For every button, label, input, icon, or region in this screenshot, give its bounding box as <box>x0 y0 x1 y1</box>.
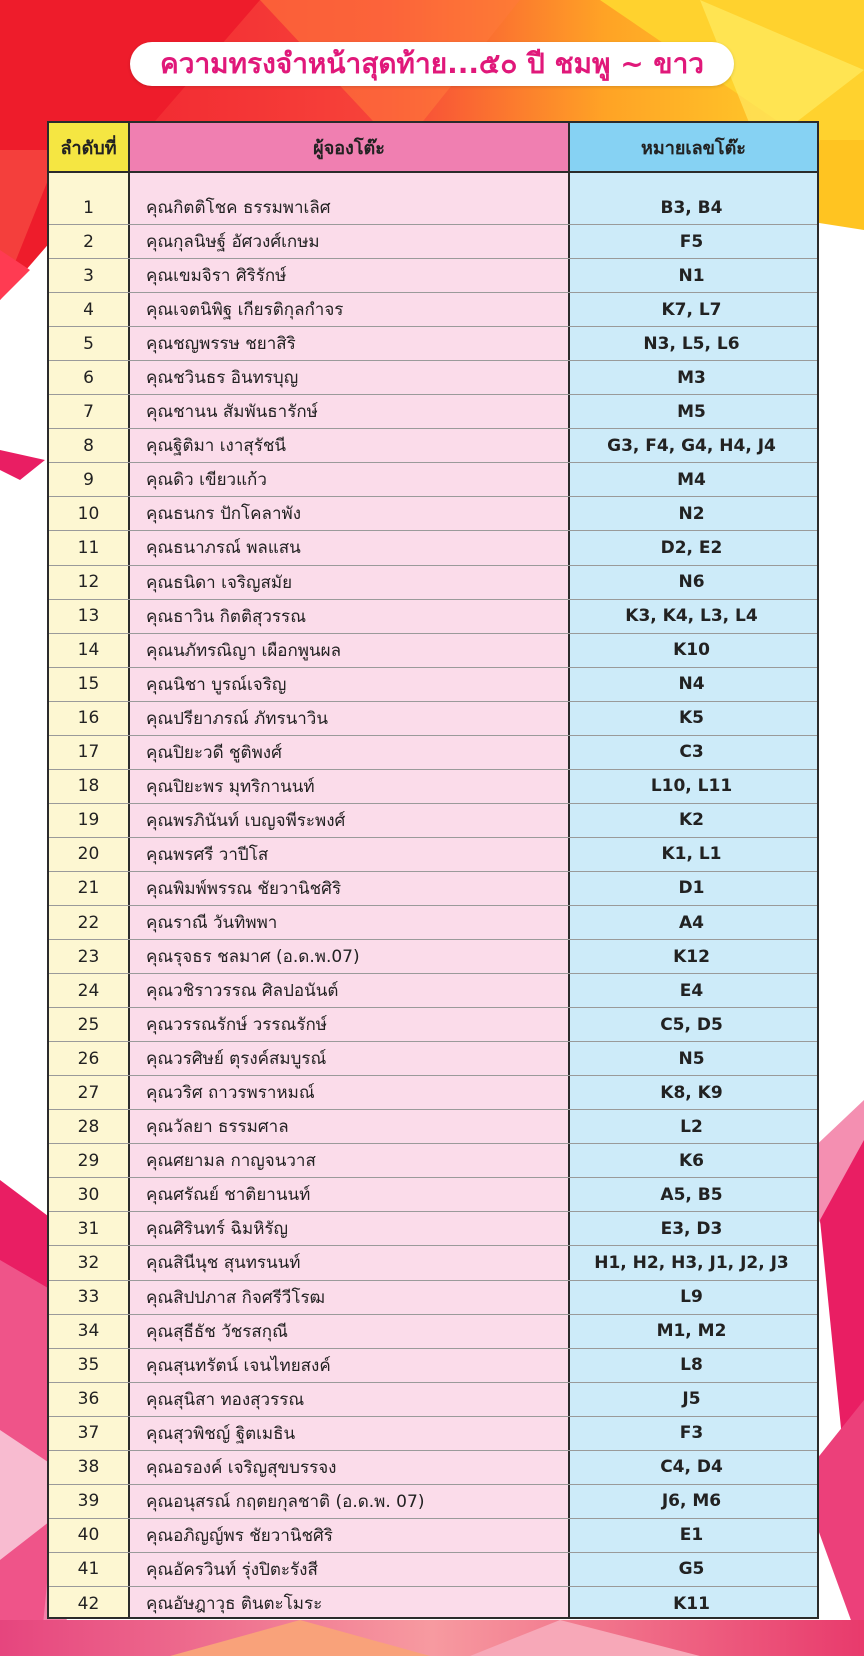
row-table-number: N1 <box>678 265 705 286</box>
table-row <box>49 1212 817 1246</box>
row-table-number: K6 <box>678 1150 704 1171</box>
row-table-number: A4 <box>679 912 704 933</box>
row-name: คุณนภัทรณิญา เผือกพูนผล <box>146 640 341 661</box>
row-table-number: G5 <box>678 1559 705 1580</box>
row-name: คุณสุนทรัตน์ เจนไทยสงค์ <box>146 1355 331 1376</box>
row-name: คุณสินีนุช สุนทรนนท์ <box>146 1253 301 1274</box>
row-table-number: B3, B4 <box>660 197 723 218</box>
row-number: 32 <box>77 1252 100 1273</box>
row-number: 6 <box>83 367 94 388</box>
row-table-number: M4 <box>677 469 706 490</box>
row-number: 22 <box>77 912 100 933</box>
row-table-number: L8 <box>680 1355 703 1376</box>
table-row <box>49 1553 817 1587</box>
row-number: 21 <box>77 878 100 899</box>
table-row <box>49 327 817 361</box>
row-table-number: F3 <box>679 1423 704 1444</box>
table-row <box>49 702 817 736</box>
table-row <box>49 1178 817 1212</box>
row-table-number: K8, K9 <box>660 1082 723 1103</box>
header-name: ผู้จองโต๊ะ <box>128 123 570 171</box>
row-table-number: L2 <box>680 1116 703 1137</box>
row-name: คุณพรศรี วาปีโส <box>146 844 269 865</box>
table-row <box>49 804 817 838</box>
table-body <box>49 173 817 1617</box>
row-table-number: E4 <box>679 980 704 1001</box>
row-name: คุณอนุสรณ์ กฤตยกุลชาติ (อ.ด.พ. 07) <box>146 1491 425 1512</box>
row-table-number: K5 <box>678 708 704 729</box>
row-number: 9 <box>83 469 94 490</box>
row-number: 36 <box>77 1389 100 1410</box>
row-name: คุณอัครวินท์ รุ่งปิตะรังสี <box>146 1559 318 1580</box>
table-row <box>49 1042 817 1076</box>
row-table-number: D2, E2 <box>660 537 723 558</box>
row-table-number: E3, D3 <box>660 1218 723 1239</box>
row-number: 11 <box>77 537 100 558</box>
row-name: คุณพิมพ์พรรณ ชัยวานิชศิริ <box>146 878 342 899</box>
row-number: 30 <box>77 1184 100 1205</box>
page-title: ความทรงจำหน้าสุดท้าย...๕๐ ปี ชมพู ~ ขาว <box>130 42 734 86</box>
table-row <box>49 940 817 974</box>
row-name: คุณชวินธร อินทรบุญ <box>146 368 299 389</box>
row-number: 41 <box>77 1559 100 1580</box>
row-name: คุณธนาภรณ์ พลแสน <box>146 538 301 559</box>
row-table-number: J5 <box>682 1389 701 1410</box>
table-row <box>49 497 817 531</box>
row-name: คุณวรศิษย์ ตุรงค์สมบูรณ์ <box>146 1049 327 1070</box>
row-number: 8 <box>83 435 94 456</box>
row-number: 20 <box>77 844 100 865</box>
row-name: คุณดิว เขียวแก้ว <box>146 470 267 491</box>
row-name: คุณศยามล กาญจนวาส <box>146 1151 316 1172</box>
table-row <box>49 1349 817 1383</box>
row-name: คุณสิปปภาส กิจศรีวีโรฒ <box>146 1287 325 1308</box>
table-row <box>49 1110 817 1144</box>
row-table-number: H1, H2, H3, J1, J2, J3 <box>594 1252 789 1273</box>
row-number: 29 <box>77 1150 100 1171</box>
table-row <box>49 1451 817 1485</box>
row-name: คุณฐิติมา เงาสุรัชนี <box>146 436 287 457</box>
row-number: 13 <box>77 606 100 627</box>
table-row <box>49 531 817 565</box>
table-row <box>49 1281 817 1315</box>
row-table-number: J6, M6 <box>661 1491 722 1512</box>
row-number: 39 <box>77 1491 100 1512</box>
row-number: 5 <box>83 333 94 354</box>
table-row <box>49 906 817 940</box>
row-name: คุณกิตติโชค ธรรมพาเลิศ <box>146 198 331 219</box>
row-number: 15 <box>77 674 100 695</box>
row-number: 7 <box>83 401 94 422</box>
table-row <box>49 1315 817 1349</box>
table-row <box>49 395 817 429</box>
row-table-number: K2 <box>678 810 704 831</box>
row-table-number: E1 <box>679 1525 704 1546</box>
table-row <box>49 259 817 293</box>
row-number: 1 <box>83 197 94 218</box>
table-row <box>49 293 817 327</box>
row-number: 26 <box>77 1048 100 1069</box>
table-row <box>49 1417 817 1451</box>
row-table-number: N3, L5, L6 <box>643 333 740 354</box>
table-row <box>49 191 817 225</box>
row-table-number: A5, B5 <box>660 1184 723 1205</box>
row-table-number: C5, D5 <box>660 1014 723 1035</box>
row-table-number: K12 <box>673 946 710 967</box>
row-table-number: C4, D4 <box>660 1457 723 1478</box>
row-number: 40 <box>77 1525 100 1546</box>
table-row <box>49 668 817 702</box>
row-number: 10 <box>77 503 100 524</box>
row-table-number: F5 <box>679 231 704 252</box>
row-name: คุณชญพรรษ ชยาสิริ <box>146 334 296 355</box>
table-row <box>49 225 817 259</box>
row-number: 35 <box>77 1355 100 1376</box>
table-row <box>49 634 817 668</box>
row-number: 37 <box>77 1423 100 1444</box>
row-number: 3 <box>83 265 94 286</box>
row-table-number: N6 <box>678 572 705 593</box>
row-number: 12 <box>77 572 100 593</box>
table-row <box>49 1519 817 1553</box>
table-row <box>49 1076 817 1110</box>
row-number: 31 <box>77 1218 100 1239</box>
row-name: คุณสุนิสา ทองสุวรรณ <box>146 1389 305 1410</box>
table-row <box>49 1383 817 1417</box>
row-name: คุณศรัณย์ ชาติยานนท์ <box>146 1185 311 1206</box>
row-number: 34 <box>77 1321 100 1342</box>
row-name: คุณปรียาภรณ์ ภัทรนาวิน <box>146 708 328 729</box>
row-table-number: M3 <box>677 367 706 388</box>
row-name: คุณนิชา บูรณ์เจริญ <box>146 674 287 695</box>
table-row <box>49 736 817 770</box>
row-number: 14 <box>77 640 100 661</box>
row-name: คุณสุธีธัช วัชรสกุณี <box>146 1321 288 1342</box>
row-table-number: N4 <box>678 674 705 695</box>
row-name: คุณเขมจิรา ศิริรักษ์ <box>146 266 287 287</box>
row-name: คุณวชิราวรรณ ศิลปอนันต์ <box>146 981 339 1002</box>
row-number: 33 <box>77 1287 100 1308</box>
row-table-number: L10, L11 <box>650 776 733 797</box>
row-table-number: L9 <box>680 1287 703 1308</box>
row-number: 24 <box>77 980 100 1001</box>
row-table-number: M1, M2 <box>656 1321 727 1342</box>
row-table-number: K10 <box>673 640 710 661</box>
row-name: คุณรุจธร ชลมาศ (อ.ด.พ.07) <box>146 947 360 968</box>
row-name: คุณสุวพิชญ์ ฐิตเมธิน <box>146 1423 296 1444</box>
table-row <box>49 1587 817 1621</box>
row-number: 2 <box>83 231 94 252</box>
row-name: คุณธนกร ปักโคลาพัง <box>146 504 302 525</box>
row-number: 16 <box>77 708 100 729</box>
row-number: 38 <box>77 1457 100 1478</box>
row-number: 42 <box>77 1593 100 1614</box>
row-number: 27 <box>77 1082 100 1103</box>
header-table-number: หมายเลขโต๊ะ <box>570 123 817 171</box>
row-name: คุณวรรณรักษ์ วรรณรักษ์ <box>146 1015 327 1036</box>
row-table-number: N5 <box>678 1048 705 1069</box>
row-number: 18 <box>77 776 100 797</box>
row-table-number: D1 <box>678 878 705 899</box>
row-table-number: K1, L1 <box>661 844 722 865</box>
row-number: 17 <box>77 742 100 763</box>
table-row <box>49 1246 817 1280</box>
row-table-number: C3 <box>679 742 704 763</box>
row-name: คุณวริศ ถาวรพราหมณ์ <box>146 1083 315 1104</box>
table-row <box>49 838 817 872</box>
table-row <box>49 770 817 804</box>
row-table-number: G3, F4, G4, H4, J4 <box>607 435 776 456</box>
row-number: 19 <box>77 810 100 831</box>
row-name: คุณพรภินันท์ เบญจพีระพงศ์ <box>146 810 346 831</box>
row-table-number: N2 <box>678 503 705 524</box>
row-table-number: M5 <box>677 401 706 422</box>
row-name: คุณเจตนิพิฐ เกียรติกุลกำจร <box>146 300 344 321</box>
row-name: คุณธนิดา เจริญสมัย <box>146 572 293 593</box>
row-number: 4 <box>83 299 94 320</box>
table-row <box>49 429 817 463</box>
row-name: คุณวัลยา ธรรมศาล <box>146 1117 289 1138</box>
row-name: คุณชานน สัมพันธารักษ์ <box>146 402 318 423</box>
table-row <box>49 872 817 906</box>
row-number: 23 <box>77 946 100 967</box>
row-name: คุณปิยะวดี ชูติพงศ์ <box>146 742 282 763</box>
table-row <box>49 361 817 395</box>
table-row <box>49 974 817 1008</box>
row-table-number: K3, K4, L3, L4 <box>625 606 758 627</box>
reservation-table <box>47 121 819 1619</box>
row-name: คุณธาวิน กิตติสุวรรณ <box>146 606 306 627</box>
table-row <box>49 1485 817 1519</box>
row-name: คุณอัษฎาวุธ ตินตะโมระ <box>146 1594 323 1615</box>
row-table-number: K7, L7 <box>661 299 722 320</box>
table-row <box>49 463 817 497</box>
row-name: คุณปิยะพร มุทริกานนท์ <box>146 776 315 797</box>
row-number: 28 <box>77 1116 100 1137</box>
row-name: คุณอภิญญ์พร ชัยวานิชศิริ <box>146 1525 333 1546</box>
table-row <box>49 1144 817 1178</box>
row-name: คุณอรองค์ เจริญสุขบรรจง <box>146 1457 337 1478</box>
row-name: คุณศิรินทร์ ฉิมหิรัญ <box>146 1219 289 1240</box>
table-row <box>49 1008 817 1042</box>
header-number: ลำดับที่ <box>49 123 128 171</box>
row-table-number: K11 <box>673 1593 710 1614</box>
table-row <box>49 600 817 634</box>
row-name: คุณราณี วันทิพพา <box>146 913 278 933</box>
row-name: คุณกุลนิษฐ์ อัศวงศ์เกษม <box>146 232 320 253</box>
table-row <box>49 566 817 600</box>
row-number: 25 <box>77 1014 100 1035</box>
table-header <box>49 123 817 173</box>
